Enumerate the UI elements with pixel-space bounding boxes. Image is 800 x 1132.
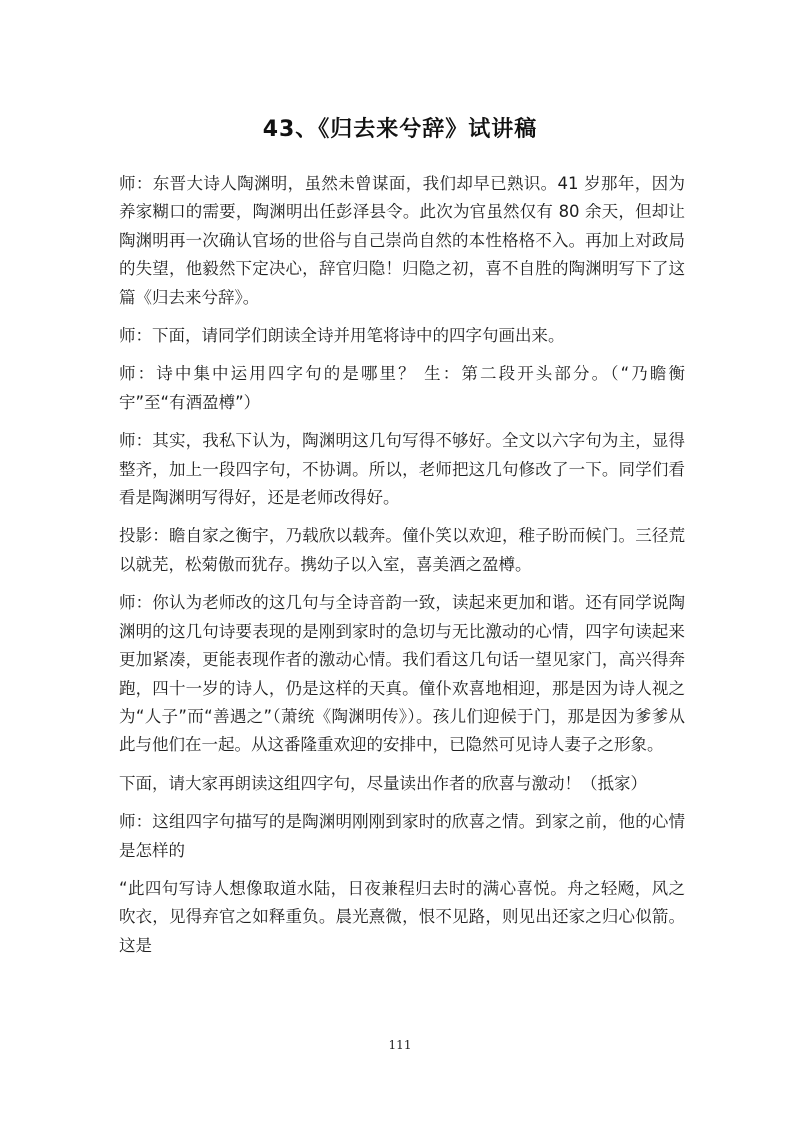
paragraph-reading-task: 师：下面，请同学们朗读全诗并用笔将诗中的四字句画出来。 [119, 326, 565, 346]
document-body [119, 170, 685, 960]
paragraph-teacher-opinion: 师：其实，我私下认为，陶渊明这几句写得不够好。全文以六字句为主，显得整齐，加上一段四字句，不协调。所以，老师把这几句修改了一下。同学们看看是陶渊明写得好，还是老师改得好。 [119, 431, 685, 508]
paragraph-intro: 师：东晋大诗人陶渊明，虽然未曾谋面，我们却早已熟识。41 岁那年，因为养家糊口的需要，陶渊明出任彭泽县令。此次为官虽然仅有 80 余天，但却让陶渊明再一次确认官场的世俗与自己崇尚自然的本性格格不入。再加上对政局的失望，他毅然下定决心，辞官归隐！归隐之初，喜不自胜的陶渊明写下了这篇《归去来兮辞》。 [119, 174, 685, 307]
paragraph-mood: 师：这组四字句描写的是陶渊明刚刚到家时的欣喜之情。到家之前，他的心情是怎样的 [119, 812, 685, 860]
paragraph-question: 师：诗中集中运用四字句的是哪里？ 生：第二段开头部分。（“乃瞻衡宇”至“有酒盈樽”） [119, 364, 685, 412]
paragraph-quote: “此四句写诗人想像取道水陆，日夜兼程归去时的满心喜悦。舟之轻飏，风之吹衣，见得弃官之如释重负。晨光熹微，恨不见路，则见出还家之归心似箭。这是 [119, 878, 685, 955]
document-title: 43、《归去来兮辞》试讲稿 [262, 117, 538, 142]
paragraph-analysis: 师：你认为老师改的这几句与全诗音韵一致，读起来更加和谐。还有同学说陶渊明的这几句诗要表现的是刚到家时的急切与无比激动的心情，四字句读起来更加紧凑，更能表现作者的激动心情。我们看这几句话一望见家门，高兴得奔跑，四十一岁的诗人，仍是这样的天真。僮仆欢喜地相迎，那是因为诗人视之为“人子”而“善遇之”（萧统《陶渊明传》）。孩儿们迎候于门，那是因为爹爹从此与他们在一起。从这番隆重欢迎的安排中，已隐然可见诗人妻子之形象。 [119, 593, 685, 755]
page-number: 111 [388, 1038, 412, 1052]
paragraph-projection: 投影：瞻自家之衡宇，乃载欣以载奔。僮仆笑以欢迎，稚子盼而候门。三径荒以就芜，松菊傲而犹存。携幼子以入室，喜美酒之盈樽。 [119, 526, 685, 574]
paragraph-reread: 下面，请大家再朗读这组四字句，尽量读出作者的欣喜与激动！（抵家） [119, 773, 647, 793]
